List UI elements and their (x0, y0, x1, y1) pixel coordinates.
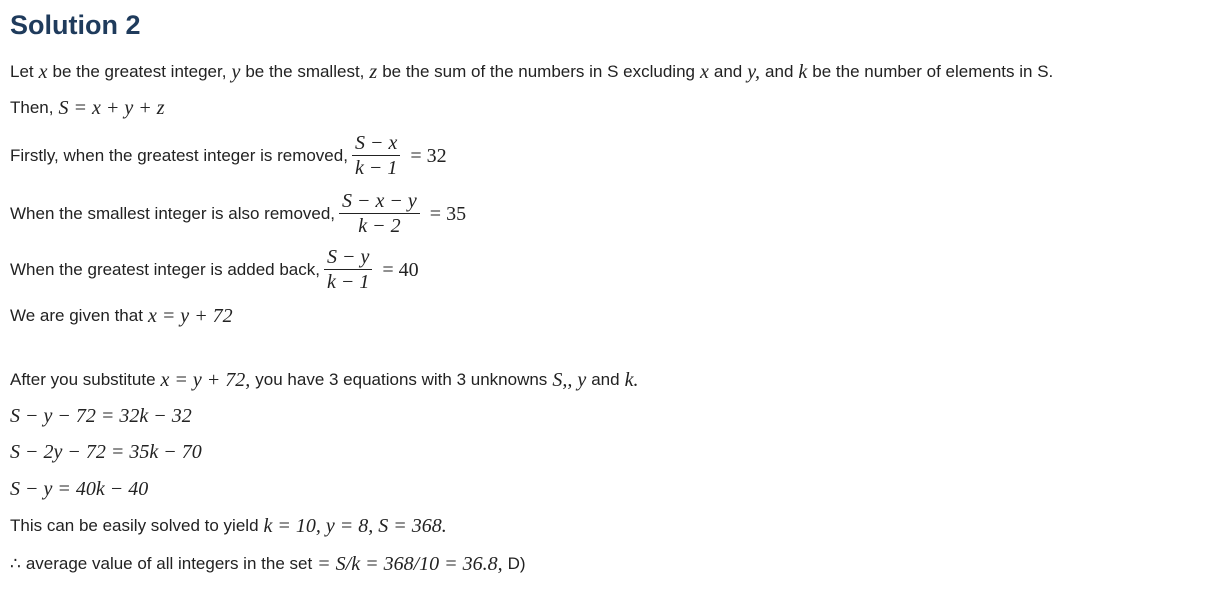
numerator: S − y (326, 246, 370, 268)
text: be the smallest, (245, 62, 365, 81)
equation-rhs: = 40 (382, 258, 419, 281)
math-expression: x = y + 72 (147, 305, 233, 327)
text: and (591, 370, 620, 389)
fraction (324, 245, 372, 294)
math-y: y (577, 369, 587, 391)
therefore-symbol: ∴ (10, 554, 21, 573)
math-y: y (231, 61, 241, 83)
math-expression: x = y + 72, (160, 369, 251, 391)
math-expression: S = x + y + z (58, 97, 165, 119)
sum-definition-line (10, 97, 165, 119)
math-k: k (798, 61, 808, 83)
text: When the greatest integer is added back, (10, 259, 320, 279)
fraction (352, 131, 400, 180)
math-expression: = S/k = 368/10 = 36.8, (317, 553, 503, 575)
math-s: S,, (552, 369, 573, 391)
denominator: k − 1 (326, 271, 370, 294)
math-k: k. (624, 369, 639, 391)
math-expression: k = 10, y = 8, S = 368. (263, 515, 447, 537)
text: be the sum of the numbers in S excluding (382, 62, 695, 81)
equation-rhs: = 35 (429, 202, 467, 225)
equation-2 (10, 441, 202, 463)
fraction (339, 189, 420, 238)
equation-text: S − 2y − 72 = 35k − 70 (10, 441, 202, 463)
fraction-line-1 (10, 131, 447, 180)
text: be the greatest integer, (52, 62, 227, 81)
fraction-line-3 (10, 245, 419, 294)
text: After you substitute (10, 370, 156, 389)
math-z: z (369, 61, 378, 83)
text: When the smallest integer is also removed, (10, 203, 336, 223)
equation-text: S − y = 40k − 40 (10, 478, 149, 500)
given-line (10, 305, 233, 327)
text: average value of all integers in the set (25, 554, 313, 573)
math-x: x (699, 61, 709, 83)
equation-text: S − y − 72 = 32k − 32 (10, 405, 192, 427)
math-y: y, (747, 61, 761, 83)
solution-line (10, 515, 447, 537)
text: This can be easily solved to yield (10, 516, 259, 535)
text: and (765, 62, 794, 81)
text: Let (10, 62, 34, 81)
text: you have 3 equations with 3 unknowns (255, 370, 548, 389)
numerator: S − x (354, 132, 398, 154)
text: We are given that (10, 306, 143, 325)
fraction-line-2 (10, 189, 466, 238)
equation-1 (10, 405, 192, 427)
text: be the number of elements in S. (812, 62, 1054, 81)
denominator: k − 1 (354, 157, 398, 180)
text: and (713, 62, 743, 81)
numerator: S − x − y (342, 190, 417, 212)
substitution-line (10, 369, 638, 391)
answer-line (10, 553, 526, 575)
definitions-line (10, 61, 1053, 83)
text: Then, (10, 98, 54, 117)
text: Firstly, when the greatest integer is removed, (10, 145, 348, 165)
equation-rhs: = 32 (410, 144, 447, 167)
math-x: x (38, 61, 48, 83)
equation-3 (10, 478, 148, 500)
solution-heading: Solution 2 (10, 10, 141, 40)
denominator: k − 2 (358, 215, 401, 238)
answer-choice: D) (507, 554, 526, 573)
